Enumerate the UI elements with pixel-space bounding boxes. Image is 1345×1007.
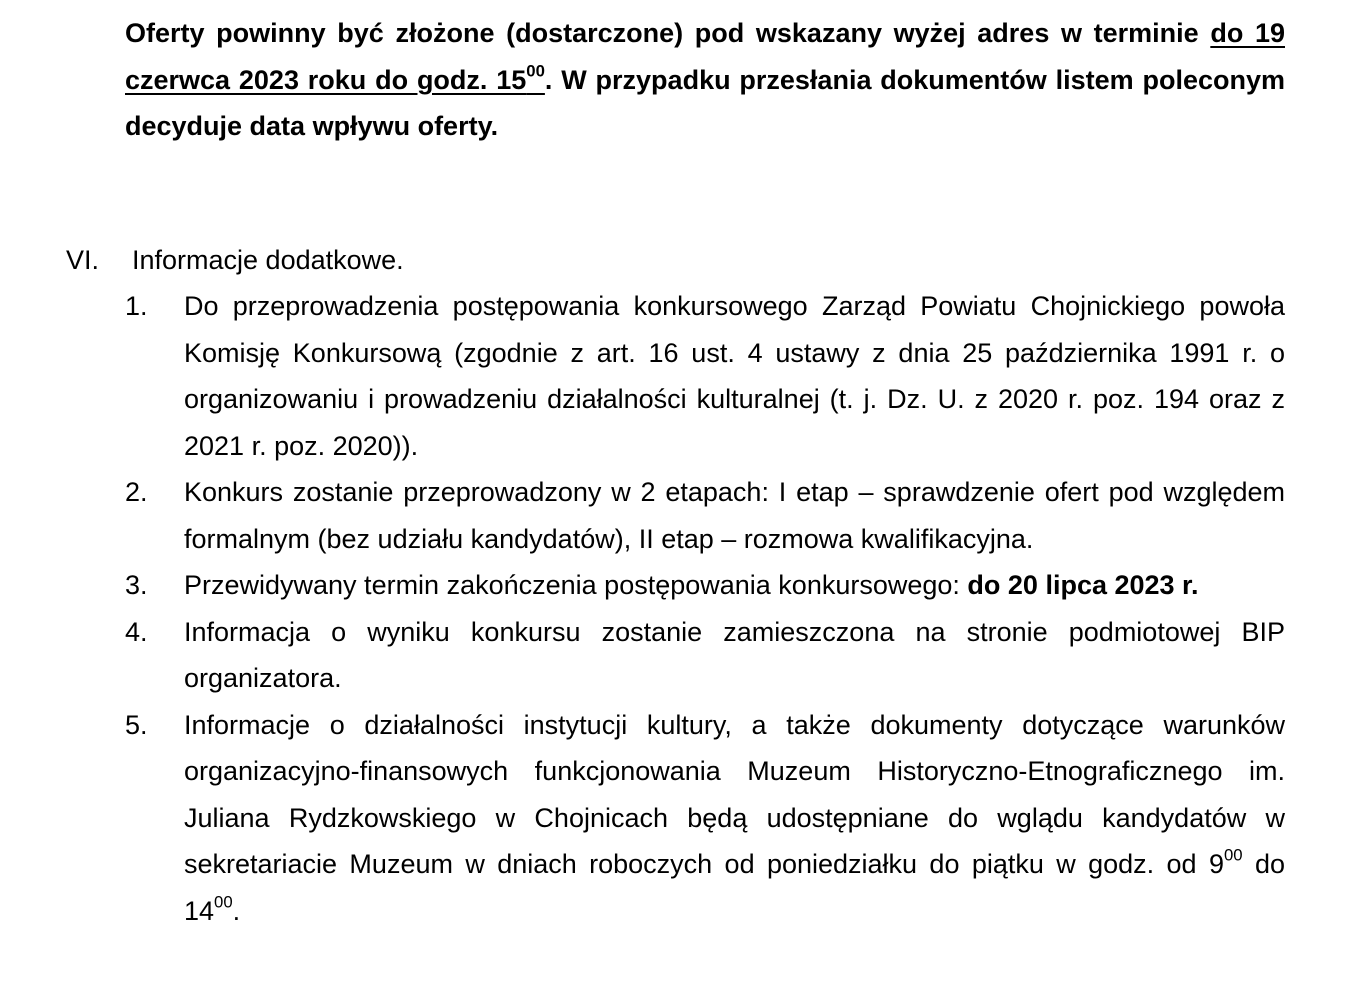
- hour-sup: 00: [1223, 845, 1243, 865]
- list-item-number: 4.: [125, 616, 148, 647]
- hour-sup: 00: [214, 891, 233, 911]
- list-item-number: 2.: [125, 477, 148, 507]
- list-item: [125, 609, 1285, 702]
- list-item-number: 1.: [125, 291, 148, 321]
- additional-info-list: [125, 283, 1285, 934]
- submission-deadline-paragraph: [125, 10, 1285, 150]
- list-item-text-end: .: [232, 895, 241, 926]
- intro-text-end: . W przypadku przesłania dokumentów listem poleconym decyduje data wpływu oferty.: [125, 64, 1285, 141]
- section-heading: [66, 237, 404, 284]
- list-item-text: Informacja o wyniku konkursu zostanie zamieszczona na stronie podmiotowej BIP organizatora.: [184, 616, 1285, 693]
- deadline-text: do 19 czerwca 2023 roku do godz. 15: [125, 18, 1285, 95]
- list-item-text: Przewidywany termin zakończenia postępowania konkursowego:: [184, 570, 968, 600]
- list-item-text: Konkurs zostanie przeprowadzony w 2 etapach: I etap – sprawdzenie ofert pod względem formalnym (bez udziału kandydatów), II etap – rozmowa kwalifikacyjna.: [184, 477, 1285, 554]
- list-item-text: Do przeprowadzenia postępowania konkursowego Zarząd Powiatu Chojnickiego powoła Komisję Konkursową (zgodnie z art. 16 ust. 4 ustawy z dnia 25 października 1991 r. o organizowaniu i prowadzeniu działalności kulturalnej (t. j. Dz. U. z 2020 r. poz. 194 oraz z 2021 r. poz. 2020)).: [184, 291, 1285, 461]
- section-number: VI.: [66, 245, 100, 275]
- list-item-text: Informacje o działalności instytucji kultury, a także dokumenty dotyczące warunków organizacyjno-finansowych funkcjonowania Muzeum Historyczno-Etnograficznego im. Juliana Rydzkowskiego w Chojnicach będą udostępniane do wglądu kandydatów w sekretariacie Muzeum w dniach roboczych od poniedziałku do piątku w godz. od 9: [184, 709, 1285, 879]
- list-item: [125, 469, 1285, 562]
- deadline-hour-sup: 00: [526, 60, 545, 80]
- list-item-number: 5.: [125, 709, 148, 740]
- list-item-text-mid: do 14: [184, 849, 1285, 926]
- intro-text-start: Oferty powinny być złożone (dostarczone) pod wskazany wyżej adres w terminie: [125, 18, 1211, 48]
- list-item: [125, 283, 1285, 469]
- list-item-number: 3.: [125, 570, 148, 600]
- list-item: [125, 702, 1285, 935]
- section-title: Informacje dodatkowe.: [132, 245, 404, 275]
- list-item: [125, 562, 1285, 609]
- list-item-bold-date: do 20 lipca 2023 r.: [967, 570, 1199, 600]
